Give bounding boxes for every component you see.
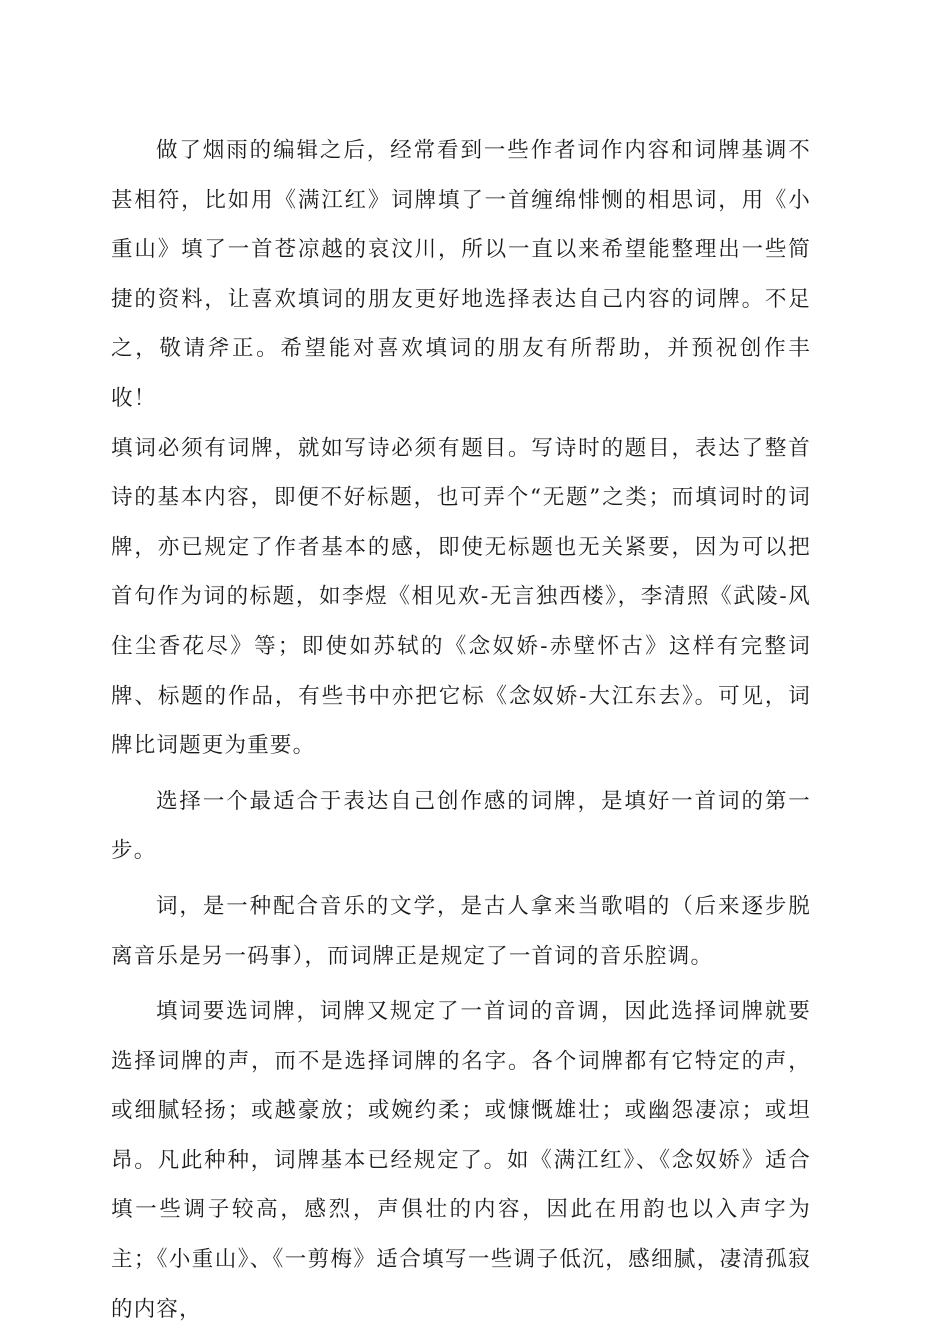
paragraph-cipai-importance: 填词必须有词牌，就如写诗必须有题目。写诗时的题目，表达了整首诗的基本内容，即便不好标题，也可弄个“无题”之类；而填词时的词牌，亦已规定了作者基本的感，即使无标题也无关紧要，因为可以把首句作为词的标题，如李煜《相见欢-无言独西楼》，李清照《武陵-风住尘香花尽》等；即使如苏轼的《念奴娇-赤壁怀古》这样有完整词牌、标题的作品，有些书中亦把它标《念奴娇-大江东去》。可见，词牌比词题更为重要。 — [111, 435, 811, 759]
paragraph-music: 词，是一种配合音乐的文学，是古人拿来当歌唱的（后来逐步脱离音乐是另一码事），而词牌正是规定了一首词的音乐腔调。 — [111, 893, 811, 969]
paragraph-selection: 填词要选词牌，词牌又规定了一首词的音调，因此选择词牌就要选择词牌的声，而不是选择词牌的名字。各个词牌都有它特定的声，或细腻轻扬；或越豪放；或婉约柔；或慷慨雄壮；或幽怨凄凉；或坦昂。凡此种种，词牌基本已经规定了。如《满江红》、《念奴娇》适合填一些调子较高，感烈，声俱壮的内容，因此在用韵也以入声字为主；《小重山》、《一剪梅》适合填写一些调子低沉，感细腻，凄清孤寂的内容， — [111, 999, 811, 1322]
document-body — [111, 126, 811, 1334]
paragraph-first-step: 选择一个最适合于表达自己创作感的词牌，是填好一首词的第一步。 — [111, 788, 811, 864]
paragraph-intro: 做了烟雨的编辑之后，经常看到一些作者词作内容和词牌基调不甚相符，比如用《满江红》词牌填了一首缠绵悱恻的相思词，用《小重山》填了一首苍凉越的哀汶川，所以一直以来希望能整理出一些简捷的资料，让喜欢填词的朋友更好地选择表达自己内容的词牌。不足之，敬请斧正。希望能对喜欢填词的朋友有所帮助，并预祝创作丰收！ — [111, 138, 811, 411]
